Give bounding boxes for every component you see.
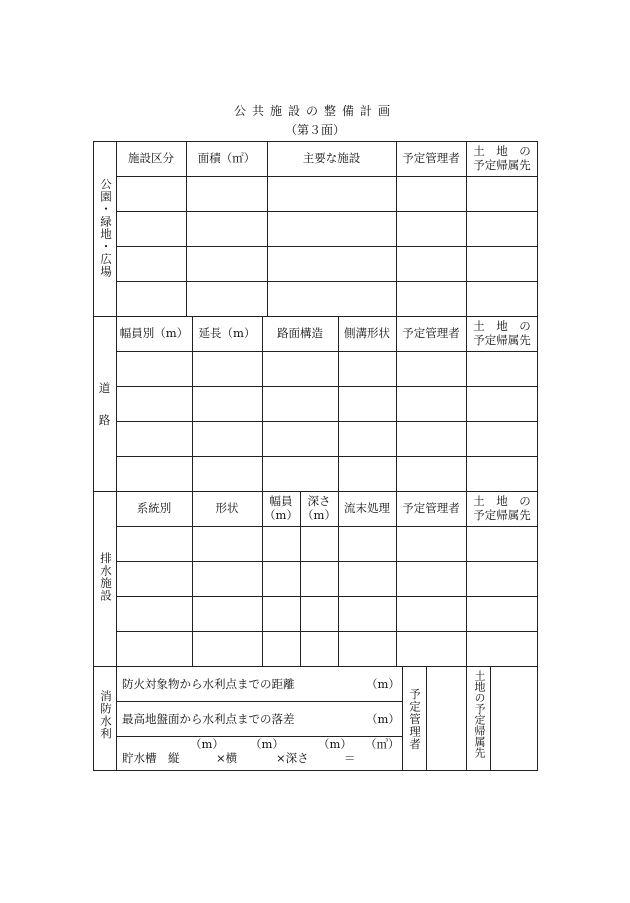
park-header-category: 施設区分 [128, 151, 174, 165]
drain-header-manager: 予定管理者 [402, 501, 460, 515]
page-number: （第３面） [284, 123, 345, 137]
tank-length-label: 貯水槽 縦 [122, 751, 180, 765]
park-section-label: 公園・緑地・広場 [99, 178, 113, 278]
road-header-width: 幅員別（m） [119, 326, 189, 340]
fire-manager-header: 予定管理者 [408, 688, 422, 751]
drain-header-shape: 形状 [215, 501, 239, 515]
road-section-label-1: 道 [98, 381, 111, 395]
drain-header-land-1: 土 地 の [473, 494, 531, 508]
road-header-manager: 予定管理者 [402, 326, 460, 340]
drainage-section-label: 排水施設 [99, 552, 113, 602]
drain-header-system: 系統別 [136, 501, 172, 515]
tank-width-label: ×横 [216, 751, 238, 765]
drain-header-width-1: 幅員 [269, 494, 293, 508]
road-header-gutter: 側溝形状 [344, 326, 390, 340]
road-header-length: 延長（m） [198, 326, 256, 340]
park-header-main-facility: 主要な施設 [302, 151, 361, 165]
drain-header-depth-2: （m） [302, 508, 336, 522]
tank-equals: ＝ [344, 751, 356, 765]
tank-width-unit: （m） [250, 737, 284, 751]
road-section-label-2: 路 [98, 413, 111, 427]
road-header-surface: 路面構造 [277, 326, 323, 340]
fire-distance-label: 防火対象物から水利点までの距離 [122, 677, 295, 691]
park-header-land-2: 予定帰属先 [473, 158, 531, 172]
tank-depth-unit: （m） [318, 737, 352, 751]
park-header-manager: 予定管理者 [402, 151, 460, 165]
tank-length-unit: （m） [190, 737, 224, 751]
tank-volume-unit: （㎥） [365, 737, 400, 751]
tank-depth-label: ×深さ [276, 751, 309, 765]
road-header-land-1: 土 地 の [473, 319, 531, 333]
fire-land-header: 土地の予定帰属先 [473, 670, 486, 758]
drain-header-width-2: （m） [264, 508, 298, 522]
park-header-area: 面積（㎡） [197, 151, 256, 165]
fire-water-section-label: 消防水利 [99, 690, 113, 740]
fire-height-unit: （m） [366, 712, 400, 726]
drain-header-depth-1: 深さ [307, 494, 331, 508]
park-header-land-1: 土 地 の [473, 144, 531, 158]
fire-height-label: 最高地盤面から水利点までの落差 [122, 712, 295, 726]
fire-distance-unit: （m） [366, 677, 400, 691]
document-title: 公共施設の整備計画 [233, 104, 396, 118]
road-header-land-2: 予定帰属先 [473, 333, 531, 347]
drain-header-outflow: 流末処理 [344, 501, 390, 515]
drain-header-land-2: 予定帰属先 [473, 508, 531, 522]
